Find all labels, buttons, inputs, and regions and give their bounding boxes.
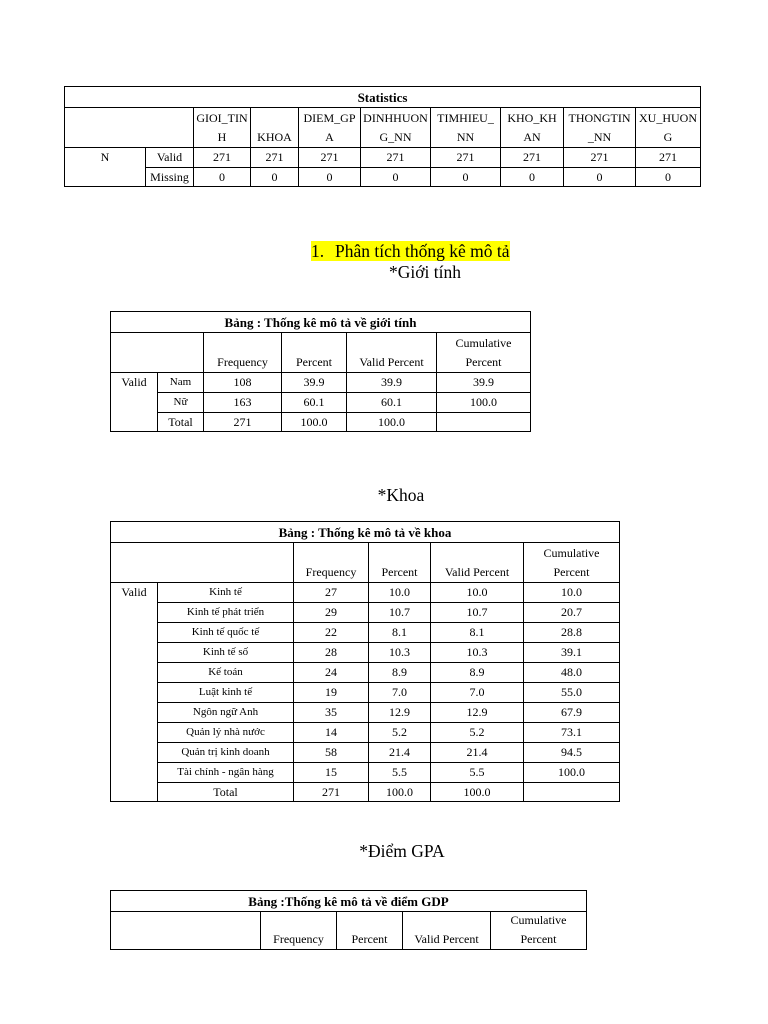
header-line: Percent (296, 355, 332, 369)
value-cell: 271 (431, 148, 501, 168)
percent-cell: 39.9 (282, 373, 347, 393)
valid-percent-cell: 8.9 (431, 663, 524, 683)
header-corner-cell (65, 108, 194, 148)
header-line: Percent (553, 565, 590, 579)
header-line: _NN (587, 130, 612, 144)
cumulative-percent-cell-empty (437, 413, 531, 432)
cumulative-percent-cell: 10.0 (524, 583, 620, 603)
header-corner-cell (111, 543, 294, 583)
row-label-missing: Missing (146, 168, 194, 187)
percent-cell: 7.0 (369, 683, 431, 703)
column-header-xu-huong (636, 108, 701, 148)
valid-percent-cell: 100.0 (431, 783, 524, 802)
header-line: Valid Percent (414, 932, 479, 946)
valid-percent-cell: 8.1 (431, 623, 524, 643)
column-header-diem-gpa (299, 108, 361, 148)
section-title: Phân tích thống kê mô tả (335, 241, 510, 261)
header-line: Valid Percent (444, 565, 510, 579)
header-line: Percent (381, 565, 418, 579)
column-header-thongtin-nn (564, 108, 636, 148)
header-line: Percent (520, 932, 557, 946)
row-label-total: Total (158, 783, 294, 802)
header-line: Cumulative (455, 336, 512, 350)
value-cell: 0 (361, 168, 431, 187)
valid-percent-cell: 10.3 (431, 643, 524, 663)
column-header-valid-percent (431, 543, 524, 583)
valid-percent-cell: 10.0 (431, 583, 524, 603)
header-line: TIMHIEU_ (437, 111, 494, 125)
percent-cell: 21.4 (369, 743, 431, 763)
percent-cell: 100.0 (369, 783, 431, 802)
table-title: Bảng : Thống kê mô tả về khoa (111, 522, 620, 543)
section-heading (311, 241, 510, 261)
row-label: Kế toán (158, 663, 294, 683)
header-line: DIEM_GP (303, 111, 356, 125)
percent-cell: 100.0 (282, 413, 347, 432)
cumulative-percent-cell: 28.8 (524, 623, 620, 643)
column-header-cumulative-percent (524, 543, 620, 583)
column-header-gioi-tinh (194, 108, 251, 148)
value-cell: 271 (194, 148, 251, 168)
percent-cell: 10.7 (369, 603, 431, 623)
statistics-title: Statistics (65, 87, 701, 108)
percent-cell: 10.3 (369, 643, 431, 663)
row-label-total: Total (158, 413, 204, 432)
value-cell: 0 (501, 168, 564, 187)
frequency-cell: 27 (294, 583, 369, 603)
header-corner-cell (111, 912, 261, 950)
row-label: Nam (158, 373, 204, 393)
gender-heading: *Giới tính (389, 262, 461, 282)
valid-percent-cell: 60.1 (347, 393, 437, 413)
frequency-cell: 108 (204, 373, 282, 393)
gender-frequency-table (110, 311, 531, 432)
table-title: Bảng :Thống kê mô tả về điểm GDP (111, 891, 587, 912)
frequency-cell: 271 (204, 413, 282, 432)
cumulative-percent-cell: 67.9 (524, 703, 620, 723)
header-line: XU_HUON (639, 111, 697, 125)
valid-percent-cell: 39.9 (347, 373, 437, 393)
value-cell: 0 (194, 168, 251, 187)
frequency-cell: 28 (294, 643, 369, 663)
value-cell: 0 (636, 168, 701, 187)
header-line: A (325, 130, 334, 144)
percent-cell: 60.1 (282, 393, 347, 413)
frequency-cell: 15 (294, 763, 369, 783)
frequency-cell: 14 (294, 723, 369, 743)
statistics-table (64, 86, 701, 187)
cumulative-percent-cell: 100.0 (437, 393, 531, 413)
header-line: THONGTIN (568, 111, 631, 125)
header-line: Cumulative (543, 546, 600, 560)
cumulative-percent-cell: 39.9 (437, 373, 531, 393)
column-header-frequency (294, 543, 369, 583)
row-label: Quản trị kinh doanh (158, 743, 294, 763)
row-label-valid: Valid (146, 148, 194, 168)
frequency-cell: 29 (294, 603, 369, 623)
frequency-cell: 271 (294, 783, 369, 802)
value-cell: 271 (361, 148, 431, 168)
cumulative-percent-cell: 48.0 (524, 663, 620, 683)
percent-cell: 8.1 (369, 623, 431, 643)
value-cell: 0 (431, 168, 501, 187)
valid-percent-cell: 5.5 (431, 763, 524, 783)
valid-percent-cell: 7.0 (431, 683, 524, 703)
header-line: DINHHUON (363, 111, 428, 125)
row-label: Tài chính - ngân hàng (158, 763, 294, 783)
percent-cell: 8.9 (369, 663, 431, 683)
header-line: Frequency (273, 932, 324, 946)
column-header-khoa (251, 108, 299, 148)
row-label: Nữ (158, 393, 204, 413)
group-label-valid: Valid (111, 373, 158, 432)
row-label: Kinh tế (158, 583, 294, 603)
header-line: G_NN (379, 130, 412, 144)
statistic-n-label: N (65, 148, 146, 187)
row-label: Luật kinh tế (158, 683, 294, 703)
header-line: Cumulative (510, 913, 567, 927)
header-line: NN (456, 130, 475, 144)
value-cell: 0 (299, 168, 361, 187)
faculty-frequency-table (110, 521, 620, 802)
column-header-percent (282, 333, 347, 373)
column-header-valid-percent (347, 333, 437, 373)
value-cell: 271 (299, 148, 361, 168)
row-label: Kinh tế phát triển (158, 603, 294, 623)
header-line: AN (523, 130, 541, 144)
value-cell: 271 (636, 148, 701, 168)
column-header-kho-khan (501, 108, 564, 148)
column-header-timhieu-nn (431, 108, 501, 148)
header-corner-cell (111, 333, 204, 373)
value-cell: 271 (501, 148, 564, 168)
cumulative-percent-cell: 55.0 (524, 683, 620, 703)
row-label: Kinh tế quốc tế (158, 623, 294, 643)
faculty-heading: *Khoa (377, 485, 425, 505)
column-header-frequency (261, 912, 337, 950)
valid-percent-cell: 100.0 (347, 413, 437, 432)
cumulative-percent-cell: 20.7 (524, 603, 620, 623)
cumulative-percent-cell-empty (524, 783, 620, 802)
column-header-percent (369, 543, 431, 583)
header-line: Frequency (217, 355, 268, 369)
percent-cell: 5.5 (369, 763, 431, 783)
value-cell: 0 (251, 168, 299, 187)
frequency-cell: 22 (294, 623, 369, 643)
header-line: KHO_KH (507, 111, 557, 125)
column-header-cumulative-percent (437, 333, 531, 373)
header-line: Valid Percent (359, 355, 424, 369)
header-line: Percent (465, 355, 502, 369)
frequency-cell: 19 (294, 683, 369, 703)
header-line: Frequency (305, 565, 357, 579)
column-header-cumulative-percent (491, 912, 587, 950)
header-line: G (663, 130, 673, 144)
row-label: Kinh tế số (158, 643, 294, 663)
value-cell: 271 (564, 148, 636, 168)
valid-percent-cell: 12.9 (431, 703, 524, 723)
group-label-valid: Valid (111, 583, 158, 802)
gpa-heading: *Điểm GPA (359, 841, 445, 861)
header-line: Percent (351, 932, 388, 946)
frequency-cell: 163 (204, 393, 282, 413)
header-line: H (217, 130, 227, 144)
percent-cell: 10.0 (369, 583, 431, 603)
percent-cell: 12.9 (369, 703, 431, 723)
row-label: Ngôn ngữ Anh (158, 703, 294, 723)
value-cell: 271 (251, 148, 299, 168)
gpa-frequency-table (110, 890, 587, 950)
valid-percent-cell: 5.2 (431, 723, 524, 743)
percent-cell: 5.2 (369, 723, 431, 743)
frequency-cell: 35 (294, 703, 369, 723)
section-number: 1. (311, 241, 325, 261)
table-title: Bảng : Thống kê mô tả về giới tính (111, 312, 531, 333)
cumulative-percent-cell: 39.1 (524, 643, 620, 663)
frequency-cell: 24 (294, 663, 369, 683)
valid-percent-cell: 21.4 (431, 743, 524, 763)
cumulative-percent-cell: 100.0 (524, 763, 620, 783)
cumulative-percent-cell: 94.5 (524, 743, 620, 763)
column-header-frequency (204, 333, 282, 373)
column-header-valid-percent (403, 912, 491, 950)
value-cell: 0 (564, 168, 636, 187)
frequency-cell: 58 (294, 743, 369, 763)
cumulative-percent-cell: 73.1 (524, 723, 620, 743)
header-line: GIOI_TIN (196, 111, 248, 125)
valid-percent-cell: 10.7 (431, 603, 524, 623)
column-header-dinhhuong-nn (361, 108, 431, 148)
row-label: Quản lý nhà nước (158, 723, 294, 743)
header-line: KHOA (257, 130, 292, 144)
column-header-percent (337, 912, 403, 950)
